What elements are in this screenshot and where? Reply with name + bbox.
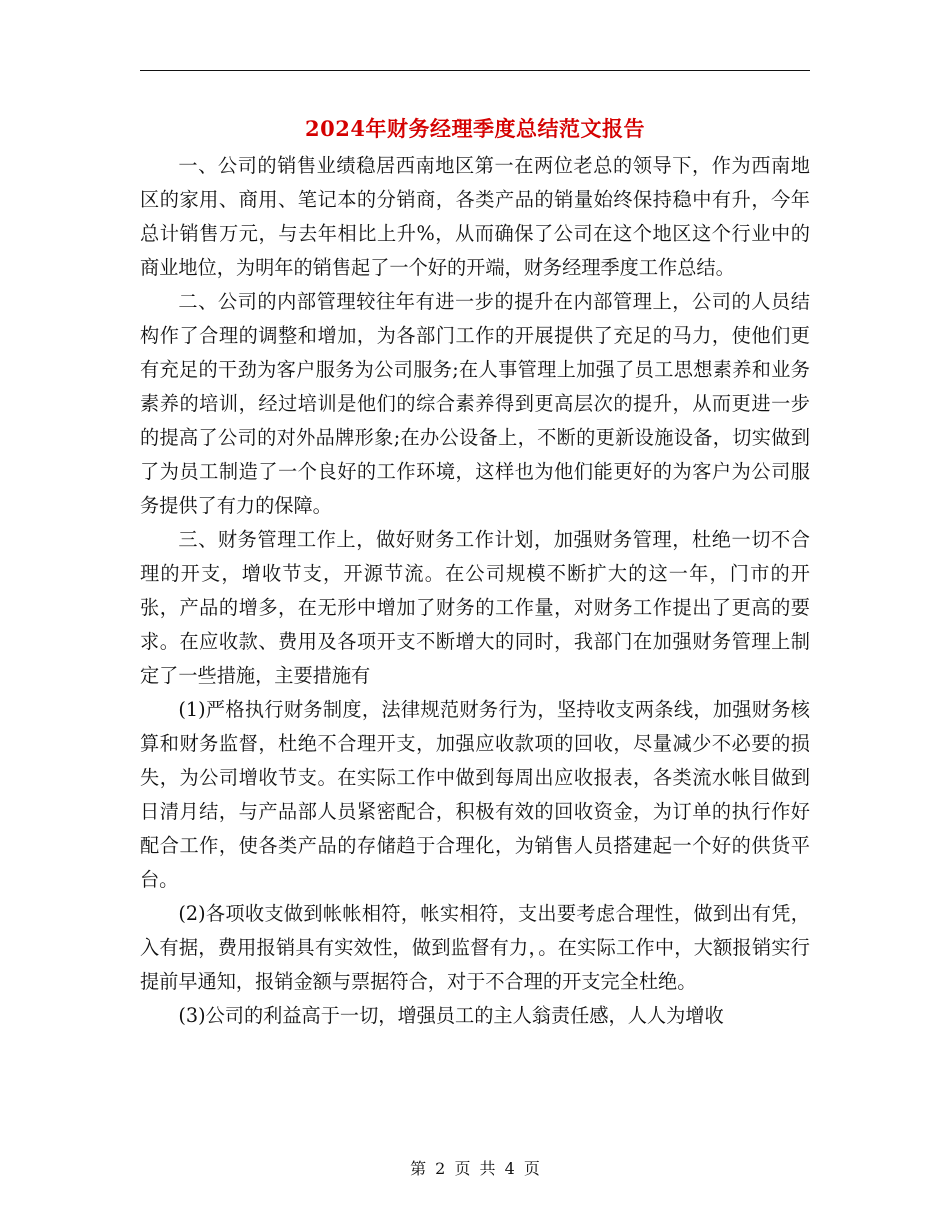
- paragraph-2: 二、公司的内部管理较往年有进一步的提升在内部管理上，公司的人员结构作了合理的调整和增加，为各部门工作的开展提供了充足的马力，使他们更有充足的干劲为客户服务为公司服务;在人事管理上加强了员工思想素养和业务素养的培训，经过培训是他们的综合素养得到更高层次的提升，从而更进一步的提高了公司的对外品牌形象;在办公设备上，不断的更新设施设备，切实做到了为员工制造了一个良好的工作环境，这样也为他们能更好的为客户为公司服务提供了有力的保障。: [140, 290, 810, 517]
- paragraph-1: 一、公司的销售业绩稳居西南地区第一在两位老总的领导下，作为西南地区的家用、商用、笔记本的分销商，各类产品的销量始终保持稳中有升，今年总计销售万元，与去年相比上升%，从而确保了公司在这个地区这个行业中的商业地位，为明年的销售起了一个好的开端，财务经理季度工作总结。: [140, 154, 810, 279]
- header-rule: [140, 70, 810, 71]
- paragraph-4: (1)严格执行财务制度，法律规范财务行为，坚持收支两条线，加强财务核算和财务监督，杜绝不合理开支，加强应收款项的回收，尽量减少不必要的损失，为公司增收节支。在实际工作中做到每周出应收报表，各类流水帐目做到日清月结，与产品部人员紧密配合，积极有效的回收资金，为订单的执行作好配合工作，使各类产品的存储趋于合理化，为销售人员搭建起一个好的供货平台。: [140, 698, 810, 891]
- page-number-footer: 第 2 页 共 4 页: [410, 1159, 540, 1178]
- paragraph-5: (2)各项收支做到帐帐相符，帐实相符，支出要考虑合理性，做到出有凭，入有据，费用报销具有实效性，做到监督有力，。在实际工作中，大额报销实行提前早通知，报销金额与票据符合，对于不合理的开支完全杜绝。: [140, 902, 810, 993]
- document-body: [140, 149, 810, 1033]
- document-title: 2024年财务经理季度总结范文报告: [305, 116, 645, 141]
- paragraph-3: 三、财务管理工作上，做好财务工作计划，加强财务管理，杜绝一切不合理的开支，增收节支，开源节流。在公司规模不断扩大的这一年，门市的开张，产品的增多，在无形中增加了财务的工作量，对财务工作提出了更高的要求。在应收款、费用及各项开支不断增大的同时，我部门在加强财务管理上制定了一些措施，主要措施有: [140, 528, 810, 687]
- paragraph-6: (3)公司的利益高于一切，增强员工的主人翁责任感，人人为增收: [178, 1004, 724, 1027]
